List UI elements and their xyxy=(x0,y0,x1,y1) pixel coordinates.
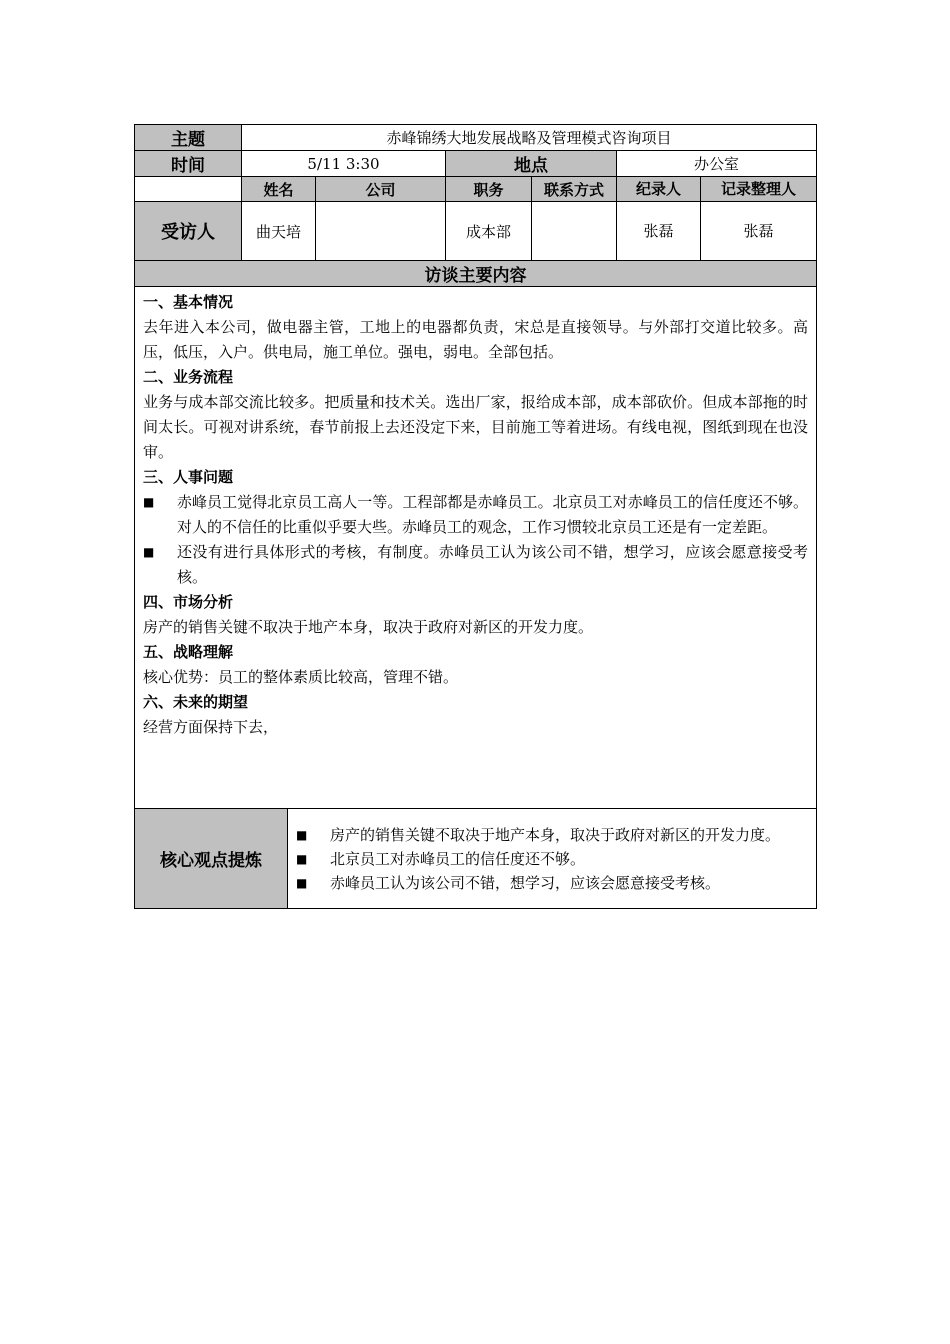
column-header-name: 姓名 xyxy=(242,177,316,202)
blank-header-cell xyxy=(135,177,242,202)
section-paragraph: 经营方面保持下去， xyxy=(143,718,279,736)
section-heading: 一、基本情况 xyxy=(143,293,234,311)
column-header-company: 公司 xyxy=(316,177,446,202)
interviewee-company xyxy=(316,202,446,261)
key-point-item: ■ 北京员工对赤峰员工的信任度还不够。 xyxy=(296,847,810,871)
column-header-organizer: 记录整理人 xyxy=(701,177,816,201)
section-heading: 四、市场分析 xyxy=(143,593,234,611)
section-paragraph: 去年进入本公司，做电器主管，工地上的电器都负责，宋总是直接领导。与外部打交道比较多。高压，低压，入户。供电局，施工单位。强电，弱电。全部包括。 xyxy=(143,318,808,361)
section-paragraph: 核心优势：员工的整体素质比较高，管理不错。 xyxy=(143,668,459,686)
section-heading: 二、业务流程 xyxy=(143,368,234,386)
place-value: 办公室 xyxy=(617,151,817,177)
square-bullet-icon: ■ xyxy=(296,827,308,842)
section-heading: 六、未来的期望 xyxy=(143,693,249,711)
time-value: 5/11 3:30 xyxy=(242,151,446,177)
time-label: 时间 xyxy=(135,151,242,177)
section-heading: 三、人事问题 xyxy=(143,468,234,486)
main-content-title: 访谈主要内容 xyxy=(135,261,817,287)
main-content-body xyxy=(135,287,816,746)
interviewee-label: 受访人 xyxy=(135,202,242,261)
section-heading: 五、战略理解 xyxy=(143,643,234,661)
key-point-item: ■ 赤峰员工认为该公司不错，想学习，应该会愿意接受考核。 xyxy=(296,871,810,895)
place-label: 地点 xyxy=(446,151,617,177)
interviewee-position: 成本部 xyxy=(446,202,532,261)
column-header-recorder: 纪录人 xyxy=(617,177,701,201)
column-header-contact: 联系方式 xyxy=(532,177,617,202)
key-point-item: ■ 房产的销售关键不取决于地产本身，取决于政府对新区的开发力度。 xyxy=(296,823,810,847)
list-item: ■ 还没有进行具体形式的考核，有制度。赤峰员工认为该公司不错，想学习，应该会愿意接受考核。 xyxy=(143,540,808,590)
interviewee-name: 曲天培 xyxy=(242,202,316,261)
interviewee-contact xyxy=(532,202,617,261)
key-points-label: 核心观点提炼 xyxy=(135,809,288,909)
square-bullet-icon: ■ xyxy=(296,851,308,866)
interview-record-table xyxy=(134,124,817,909)
square-bullet-icon: ■ xyxy=(143,495,155,509)
subject-value: 赤峰锦绣大地发展战略及管理模式咨询项目 xyxy=(242,125,817,151)
interviewee-recorder: 张磊 xyxy=(617,202,701,260)
column-header-position: 职务 xyxy=(446,177,532,202)
section-paragraph: 业务与成本部交流比较多。把质量和技术关。选出厂家，报给成本部，成本部砍价。但成本部拖的时间太长。可视对讲系统，春节前报上去还没定下来，目前施工等着进场。有线电视，图纸到现在也没审。 xyxy=(143,393,808,461)
square-bullet-icon: ■ xyxy=(143,545,155,559)
section-paragraph: 房产的销售关键不取决于地产本身，取决于政府对新区的开发力度。 xyxy=(143,618,594,636)
square-bullet-icon: ■ xyxy=(296,875,308,890)
list-item: ■ 赤峰员工觉得北京员工高人一等。工程部都是赤峰员工。北京员工对赤峰员工的信任度还不够。对人的不信任的比重似乎要大些。赤峰员工的观念，工作习惯较北京员工还是有一定差距。 xyxy=(143,490,808,540)
key-points-list xyxy=(288,821,816,897)
subject-label: 主题 xyxy=(135,125,242,151)
interviewee-organizer: 张磊 xyxy=(743,222,774,240)
